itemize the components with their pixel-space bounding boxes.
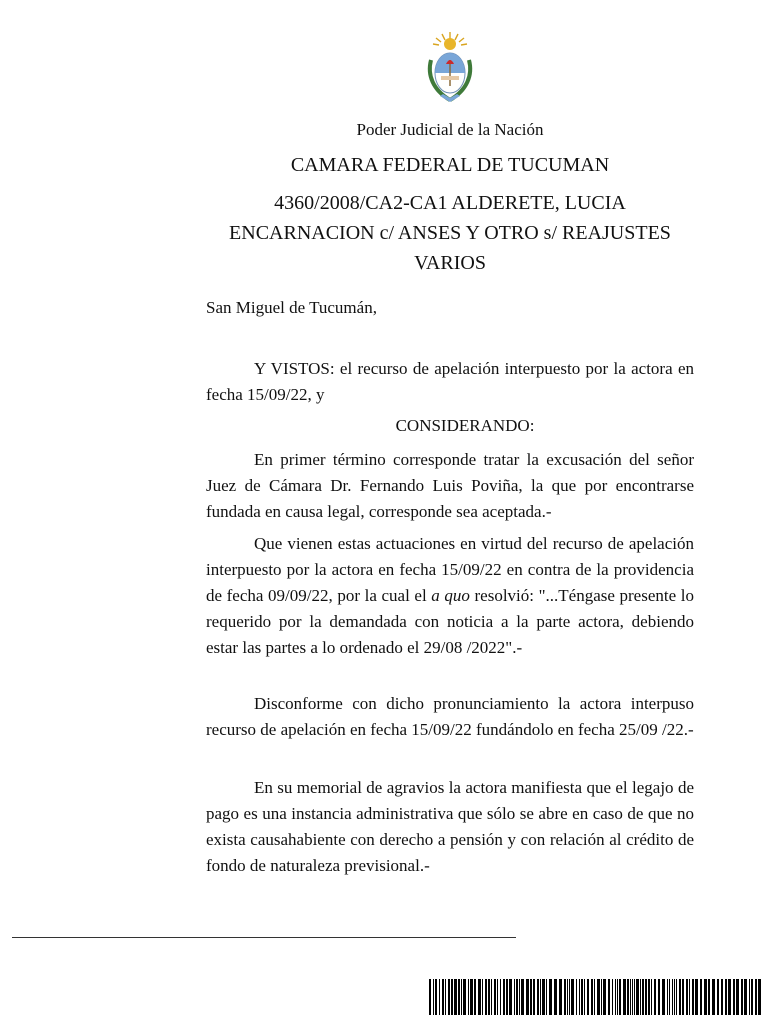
actuaciones-text-start: Que vienen estas actuaciones en virtud del recurso de apelación interpuesto por la actora en fecha 15/09/22 en contra de la providencia de fecha 09/09/22, por la cual el	[206, 534, 694, 605]
considerando-heading: CONSIDERANDO:	[395, 416, 535, 435]
vistos-paragraph: Y VISTOS: el recurso de apelación interpuesto por la actora en fecha 15/09/22, y	[206, 359, 694, 404]
institution-name: Poder Judicial de la Nación	[356, 120, 544, 139]
case-caption: 4360/2008/CA2-CA1 ALDERETE, LUCIA ENCARNACION c/ ANSES Y OTRO s/ REAJUSTES VARIOS	[229, 192, 671, 274]
court-name: CAMARA FEDERAL DE TUCUMAN	[290, 154, 610, 176]
excusacion-paragraph: En primer término corresponde tratar la excusación del señor Juez de Cámara Dr. Fernando Luis Poviña, la que por encontrarse fundada en causa legal, corresponde sea aceptada.-	[206, 450, 694, 521]
argentina-coat-of-arms-icon	[423, 30, 477, 106]
memorial-paragraph: En su memorial de agravios la actora manifiesta que el legajo de pago es una instancia administrativa que sólo se abre en caso de que no exista causahabiente con derecho a pensión y con relación al crédito de fondo de naturaleza previsional.-	[206, 778, 694, 875]
actuaciones-text-end: resolvió: "...Téngase presente lo requerido por la demandada con noticia a la parte actora, debiendo estar las partes a lo ordenado el 29/08 /2022".-	[206, 586, 694, 657]
disconforme-paragraph: Disconforme con dicho pronunciamiento la actora interpuso recurso de apelación en fecha 15/09/22 fundándolo en fecha 25/09 /22.-	[206, 694, 694, 739]
footer-divider	[12, 937, 516, 938]
city-line: San Miguel de Tucumán,	[206, 298, 377, 317]
barcode-icon	[429, 979, 763, 1015]
actuaciones-paragraph	[206, 531, 694, 661]
a-quo-term: a quo	[431, 586, 470, 605]
